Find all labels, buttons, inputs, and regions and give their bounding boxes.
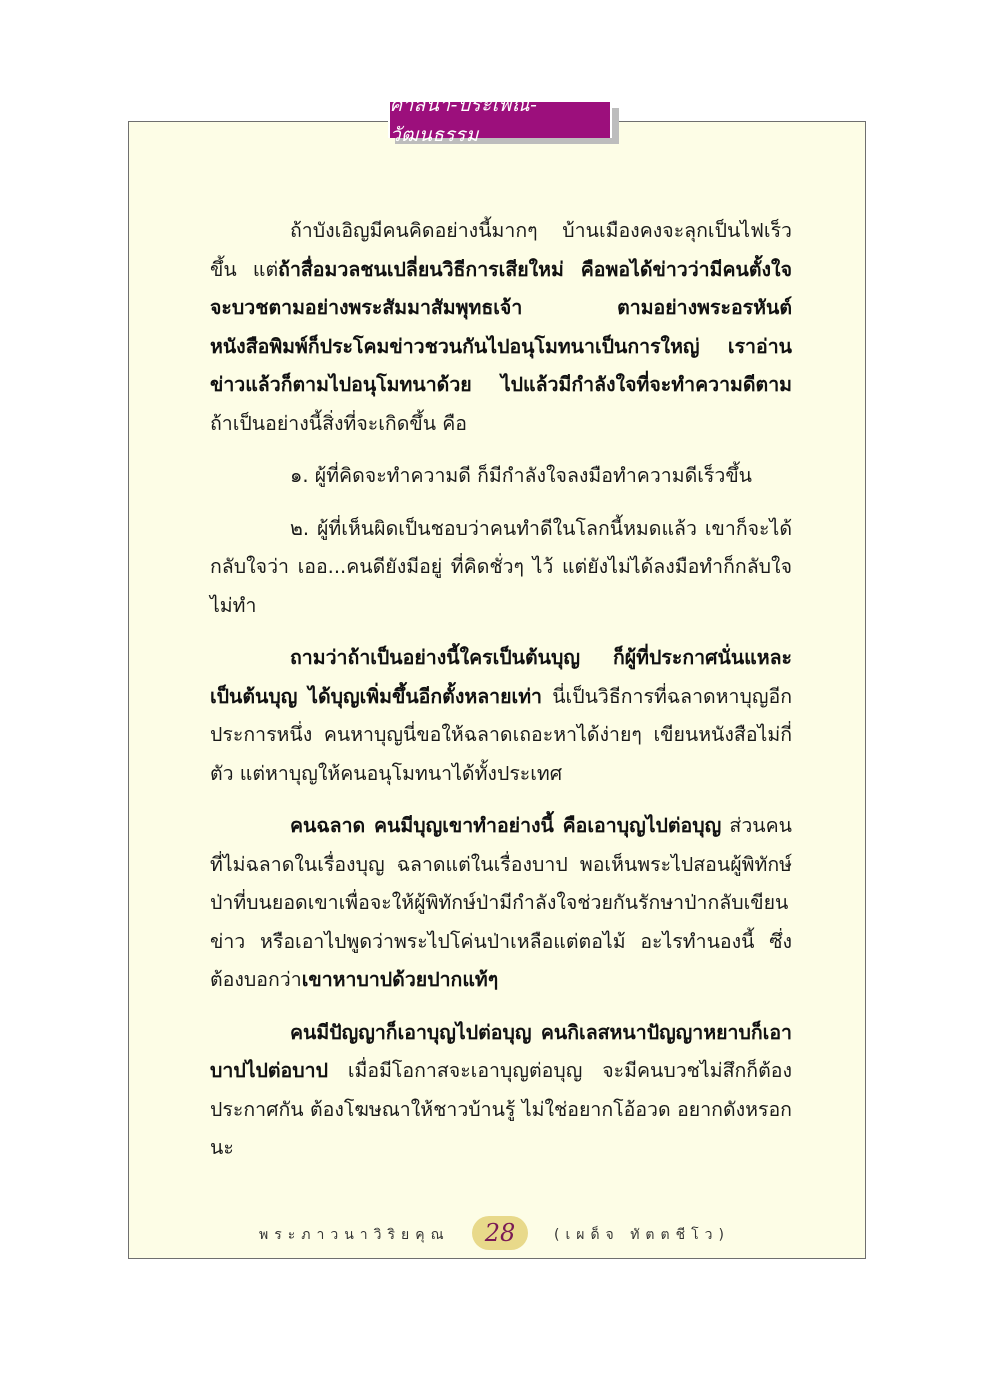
page-footer [128,1214,866,1254]
footer-author: (เผด็จ ทัตตชีโว) [554,1227,730,1243]
paragraph [210,639,792,793]
text-run: ถ้าเป็นอย่างนี้สิ่งที่จะเกิดขึ้น คือ [210,411,467,435]
text-run-bold: เขาหาบาปด้วยปากแท้ๆ [301,968,499,991]
section-title-tab [388,94,612,146]
text-run-bold: ถามว่าถ้าเป็นอย่างนี้ใครเป็นต้นบุญ ก็ผู้ที่ประกาศนั่นแหละเป็นต้นบุญ ได้บุญเพิ่มขึ้นอีกตั้งหลายเท่า [210,646,792,708]
text-run-bold: คนฉลาด คนมีบุญเขาทำอย่างนี้ คือเอาบุญไปต่อบุญ [290,814,722,837]
text-run: ถ้าบังเอิญมีคนคิดอย่างนี้มากๆ บ้านเมืองคงจะลุกเป็นไฟเร็วขึ้น แต่ [210,219,792,281]
text-run: นี่เป็นวิธีการที่ฉลาดหาบุญอีกประการหนึ่ง คนหาบุญนี่ขอให้ฉลาดเถอะหาได้ง่ายๆ เขียนหนังสือไม่กี่ตัว แต่หาบุญให้คนอนุโมทนาได้ทั้งประเทศ [210,684,792,785]
text-run: เมื่อมีโอกาสจะเอาบุญต่อบุญ จะมีคนบวชไม่สึกก็ต้องประกาศกัน ต้องโฆษณาให้ชาวบ้านรู้ ไม่ใช่อยากโอ้อวด อยากดังหรอกนะ [210,1059,792,1159]
body-text [210,212,792,1168]
section-title: ศาสนา-ประเพณี-วัฒนธรรม [390,94,538,146]
page-number: 28 [484,1219,516,1247]
text-run: ส่วนคนที่ไม่ฉลาดในเรื่องบุญ ฉลาดแต่ในเรื่องบาป พอเห็นพระไปสอนผู้พิทักษ์ป่าที่บนยอดเขาเพื่อจะให้ผู้พิทักษ์ป่ามีกำลังใจช่วยกันรักษาป่ากลับเขียนข่าว หรือเอาไปพูดว่าพระไปโค่นป่าเหลือแต่ตอไม้ อะไรทำนองนี้ ซึ่งต้องบอกว่า [210,814,792,991]
text-run-bold: คนมีปัญญาก็เอาบุญไปต่อบุญ คนกิเลสหนาปัญญาหยาบก็เอาบาปไปต่อบาป [210,1020,792,1082]
footer-book-title: พระภาวนาวิริยคุณ [259,1227,450,1243]
paragraph [210,457,792,496]
paragraph [210,1014,792,1168]
text-run: ๒. ผู้ที่เห็นผิดเป็นชอบว่าคนทำดีในโลกนี้หมดแล้ว เขาก็จะได้กลับใจว่า เออ...คนดียังมีอยู่ ที่คิดชั่วๆ ไว้ แต่ยังไม่ได้ลงมือทำก็กลับใจไม่ทำ [210,516,792,617]
paragraph [210,212,792,443]
text-run-bold: ถ้าสื่อมวลชนเปลี่ยนวิธีการเสียใหม่ คือพอได้ข่าวว่ามีคนตั้งใจจะบวชตามอย่างพระสัมมาสัมพุทธเจ้า ตามอย่างพระอรหันต์ หนังสือพิมพ์ก็ประโคมข่าวชวนกันไปอนุโมทนาเป็นการใหญ่ เราอ่านข่าวแล้วก็ตามไปอนุโมทนาด้วย ไปแล้วมีกำลังใจที่จะทำความดีตาม [210,257,792,396]
paragraph [210,807,792,1000]
text-run: ๑. ผู้ที่คิดจะทำความดี ก็มีกำลังใจลงมือทำความดีเร็วขึ้น [290,464,753,487]
page-number-badge [472,1216,528,1250]
paragraph [210,510,792,626]
